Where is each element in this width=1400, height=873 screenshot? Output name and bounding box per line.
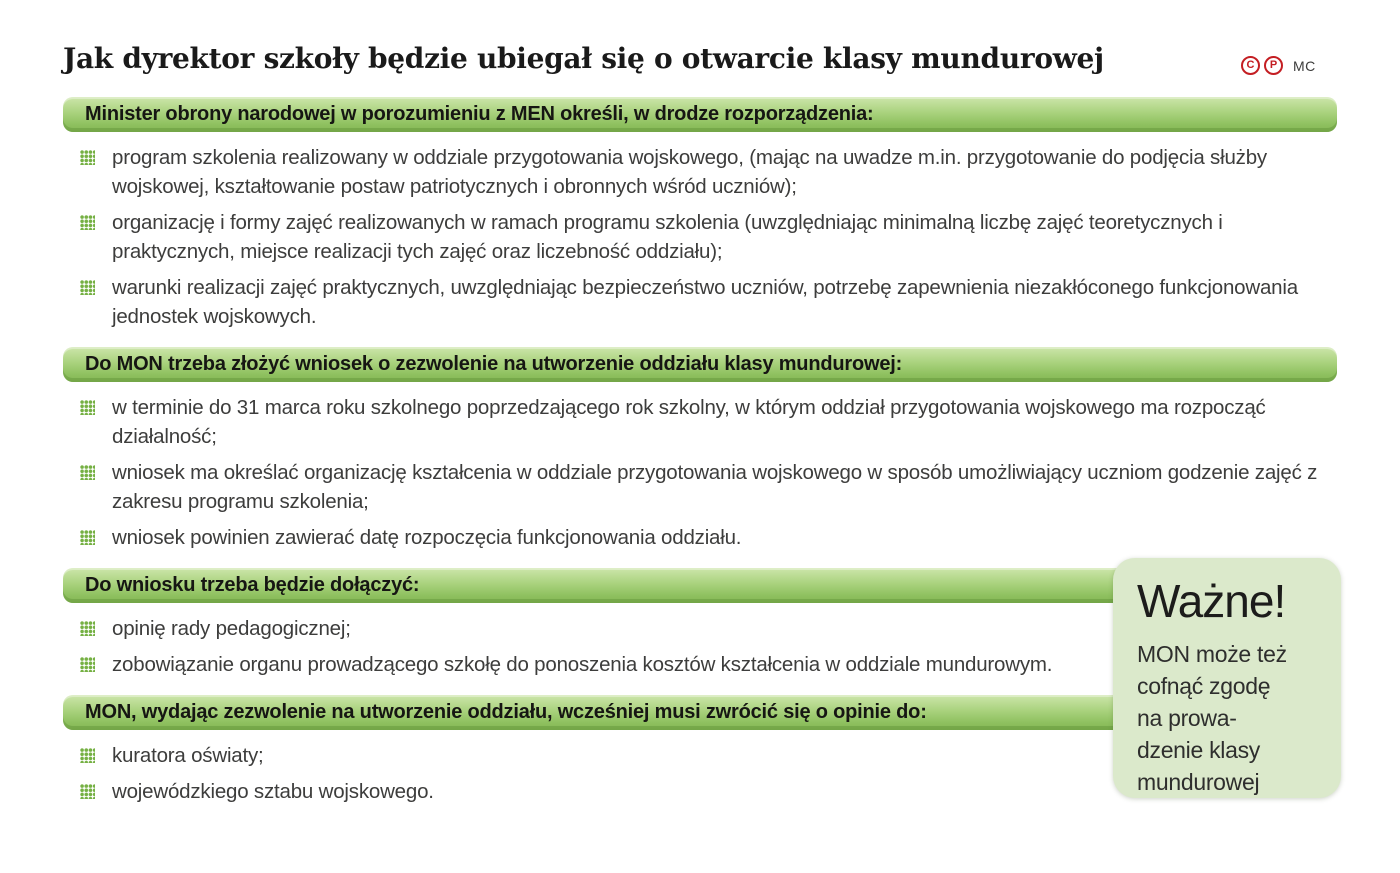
note-line: dzenie klasy xyxy=(1137,737,1260,763)
page-title: Jak dyrektor szkoły będzie ubiegał się o otwarcie klasy mundurowej xyxy=(63,42,1104,75)
section-header-text: MON, wydając zezwolenie na utworzenie oddziału, wcześniej musi zwrócić się o opinie do: xyxy=(85,700,927,724)
item-text: zobowiązanie organu prowadzącego szkołę do ponoszenia kosztów kształcenia w oddziale mundurowym. xyxy=(112,653,1053,676)
grid-bullet-icon xyxy=(80,621,95,636)
section-rozporzadzenie xyxy=(63,97,1337,331)
section-header-bar xyxy=(63,347,1337,382)
grid-bullet-icon xyxy=(80,784,95,799)
item-text: organizację i formy zajęć realizowanych w ramach programu szkolenia (uwzględniając minimalną liczbę zajęć teoretycznych i praktycznych, miejsce realizacji tych zajęć oraz liczebność oddziału); xyxy=(112,211,1223,263)
section-header-bar xyxy=(63,97,1337,132)
item-text: program szkolenia realizowany w oddziale przygotowania wojskowego, (mając na uwadze m.in. przygotowanie do podjęcia służby wojskowej, kształtowanie postaw patriotycznych i obronnych wśród uczniów); xyxy=(112,146,1267,198)
list-item xyxy=(63,393,1337,451)
copyright-p-icon: P xyxy=(1264,56,1283,75)
section-wniosek xyxy=(63,347,1337,552)
item-text: warunki realizacji zajęć praktycznych, uwzględniając bezpieczeństwo uczniów, potrzebę zapewnienia niezakłóconego funkcjonowania jednostek wojskowych. xyxy=(112,276,1298,328)
item-text: opinię rady pedagogicznej; xyxy=(112,617,351,640)
grid-bullet-icon xyxy=(80,465,95,480)
list-item xyxy=(63,143,1337,201)
list-item xyxy=(63,523,1337,552)
list-item xyxy=(63,273,1337,331)
note-line: mundurowej xyxy=(1137,769,1260,795)
item-text: wniosek powinien zawierać datę rozpoczęcia funkcjonowania oddziału. xyxy=(112,526,742,549)
grid-bullet-icon xyxy=(80,400,95,415)
grid-bullet-icon xyxy=(80,657,95,672)
grid-bullet-icon xyxy=(80,748,95,763)
section-header-text: Do MON trzeba złożyć wniosek o zezwolenie na utworzenie oddziału klasy mundurowej: xyxy=(85,352,903,376)
note-title: Ważne! xyxy=(1137,575,1286,627)
grid-bullet-icon xyxy=(80,280,95,295)
item-text: kuratora oświaty; xyxy=(112,744,264,767)
list-item xyxy=(63,208,1337,266)
section-header-text: Minister obrony narodowej w porozumieniu z MEN określi, w drodze rozporządzenia: xyxy=(85,102,874,126)
item-text: wojewódzkiego sztabu wojskowego. xyxy=(112,780,434,803)
section-header-text: Do wniosku trzeba będzie dołączyć: xyxy=(85,573,420,597)
credit-label: MC xyxy=(1293,57,1316,74)
item-text: w terminie do 31 marca roku szkolnego poprzedzającego rok szkolny, w którym oddział przygotowania wojskowego ma rozpocząć działalność; xyxy=(112,396,1266,448)
list-item xyxy=(63,458,1337,516)
item-text: wniosek ma określać organizację kształcenia w oddziale przygotowania wojskowego w sposób umożliwiający uczniom godzenie zajęć z zakresu programu szkolenia; xyxy=(112,461,1318,513)
grid-bullet-icon xyxy=(80,215,95,230)
note-line: cofnąć zgodę xyxy=(1137,673,1271,699)
rights-row xyxy=(1241,56,1316,75)
note-line: MON może też xyxy=(1137,641,1287,667)
grid-bullet-icon xyxy=(80,150,95,165)
grid-bullet-icon xyxy=(80,530,95,545)
note-card xyxy=(1113,558,1341,798)
note-line: na prowa- xyxy=(1137,705,1237,731)
copyright-c-icon: C xyxy=(1241,56,1260,75)
